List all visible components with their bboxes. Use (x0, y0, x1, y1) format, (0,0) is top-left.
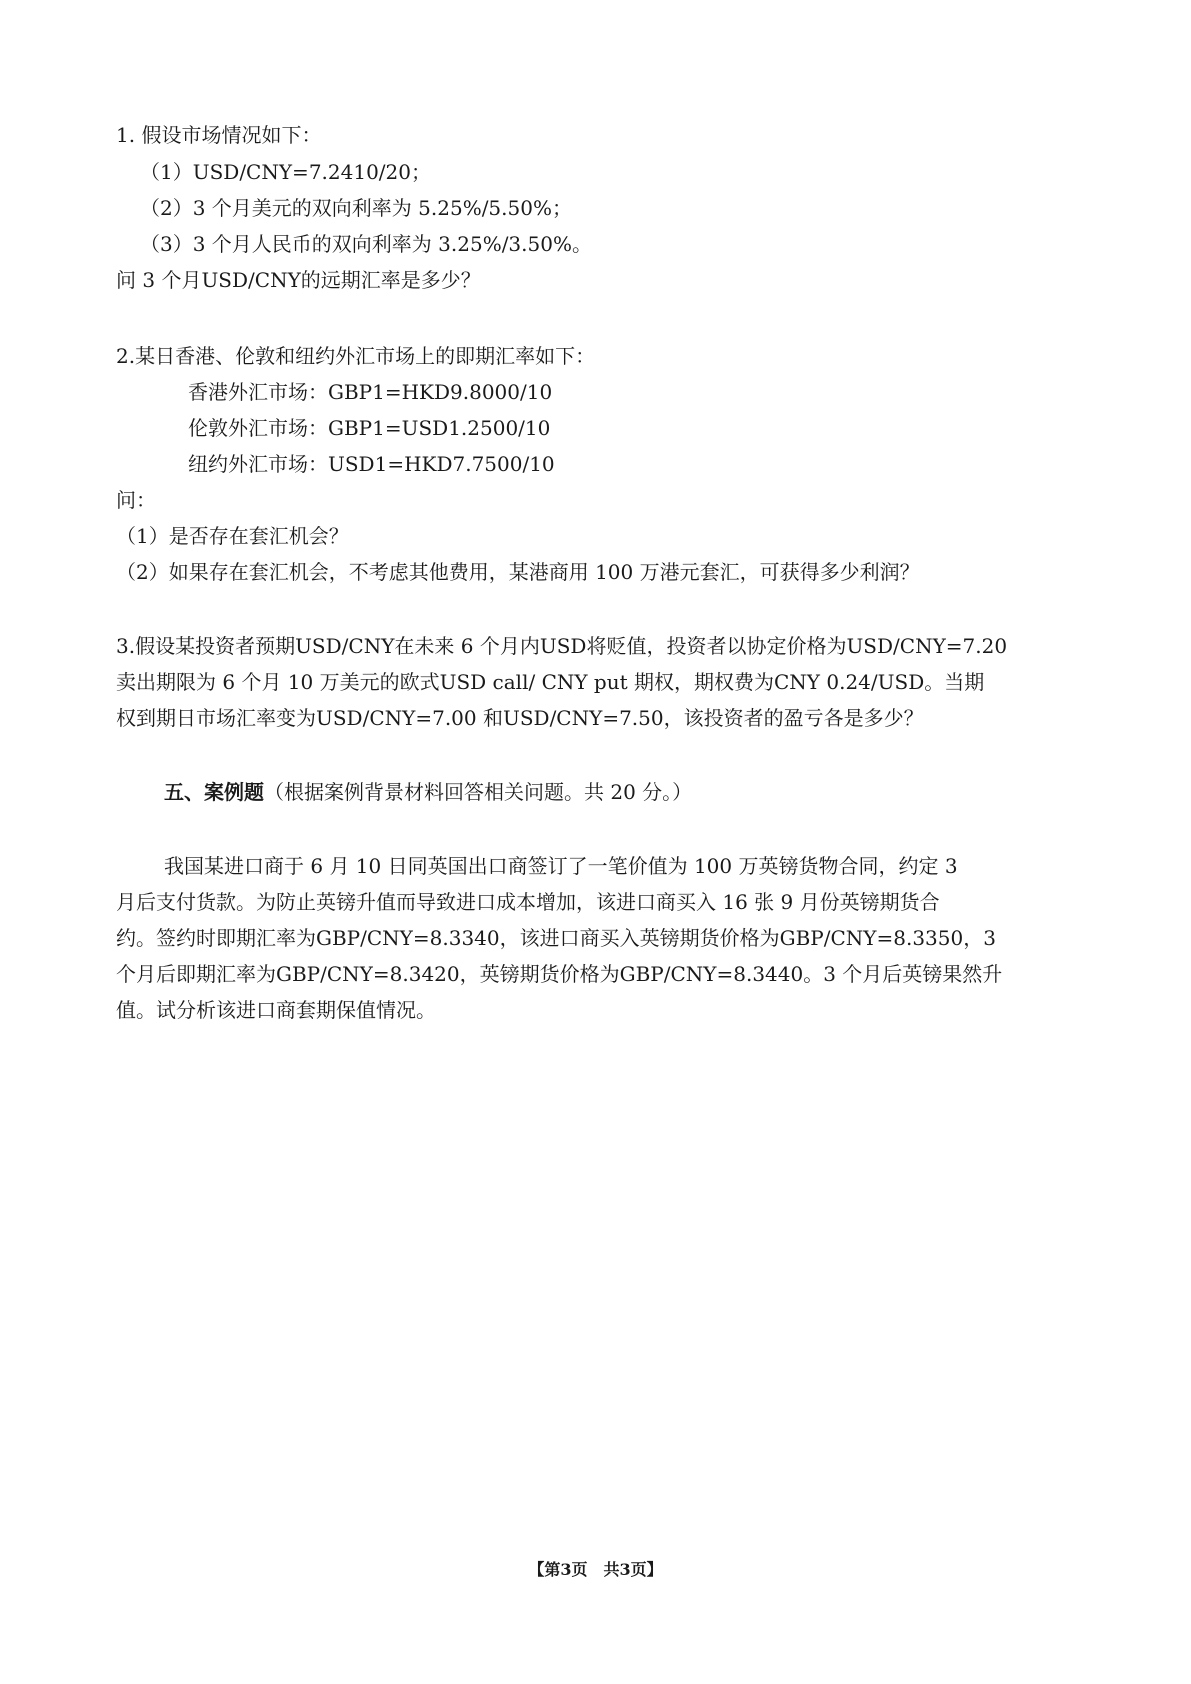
q2-market-hongkong: 香港外汇市场：GBP1=HKD9.8000/10 (188, 380, 553, 404)
q2-market-newyork: 纽约外汇市场：USD1=HKD7.7500/10 (188, 452, 555, 476)
q2-stem: 2.某日香港、伦敦和纽约外汇市场上的即期汇率如下： (116, 344, 596, 368)
section-5-heading (164, 774, 692, 810)
q2-subquestion-1: （1）是否存在套汇机会？ (116, 524, 349, 548)
section-5-title: 五、案例题 (164, 780, 264, 804)
q1-stem: 1. 假设市场情况如下： (116, 123, 322, 147)
case-line-2: 月后支付货款。为防止英镑升值而导致进口成本增加，该进口商买入 16 张 9 月份英镑期货合 (116, 890, 940, 914)
q2-subquestion-2: （2）如果存在套汇机会，不考虑其他费用，某港商用 100 万港元套汇，可获得多少利润？ (116, 560, 920, 584)
q2-market-london: 伦敦外汇市场：GBP1=USD1.2500/10 (188, 416, 551, 440)
q2-question-label: 问： (116, 488, 156, 512)
q3-line-1: 3.假设某投资者预期USD/CNY在未来 6 个月内USD将贬值，投资者以协定价格为USD/CNY=7.20 (116, 634, 1008, 658)
section-5-note: （根据案例背景材料回答相关问题。共 20 分。） (264, 780, 693, 804)
case-line-3: 约。签约时即期汇率为GBP/CNY=8.3340，该进口商买入英镑期货价格为GBP/CNY=8.3350，3 (116, 926, 996, 950)
case-line-1: 我国某进口商于 6 月 10 日同英国出口商签订了一笔价值为 100 万英镑货物合同，约定 3 (164, 854, 958, 878)
q1-condition-1: （1）USD/CNY=7.2410/20； (140, 160, 431, 184)
case-line-5: 值。试分析该进口商套期保值情况。 (116, 998, 436, 1022)
page-number-footer: 【第3页 共3页】 (528, 1560, 663, 1579)
q1-condition-2: （2）3 个月美元的双向利率为 5.25%/5.50%； (140, 196, 572, 220)
q1-condition-3: （3）3 个月人民币的双向利率为 3.25%/3.50%。 (140, 232, 592, 256)
case-line-4: 个月后即期汇率为GBP/CNY=8.3420，英镑期货价格为GBP/CNY=8.3440。3 个月后英镑果然升 (116, 962, 1003, 986)
q3-line-2: 卖出期限为 6 个月 10 万美元的欧式USD call/ CNY put 期权，期权费为CNY 0.24/USD。当期 (116, 670, 985, 694)
q3-line-3: 权到期日市场汇率变为USD/CNY=7.00 和USD/CNY=7.50，该投资者的盈亏各是多少？ (116, 706, 924, 730)
q1-question: 问 3 个月USD/CNY的远期汇率是多少？ (116, 268, 481, 292)
